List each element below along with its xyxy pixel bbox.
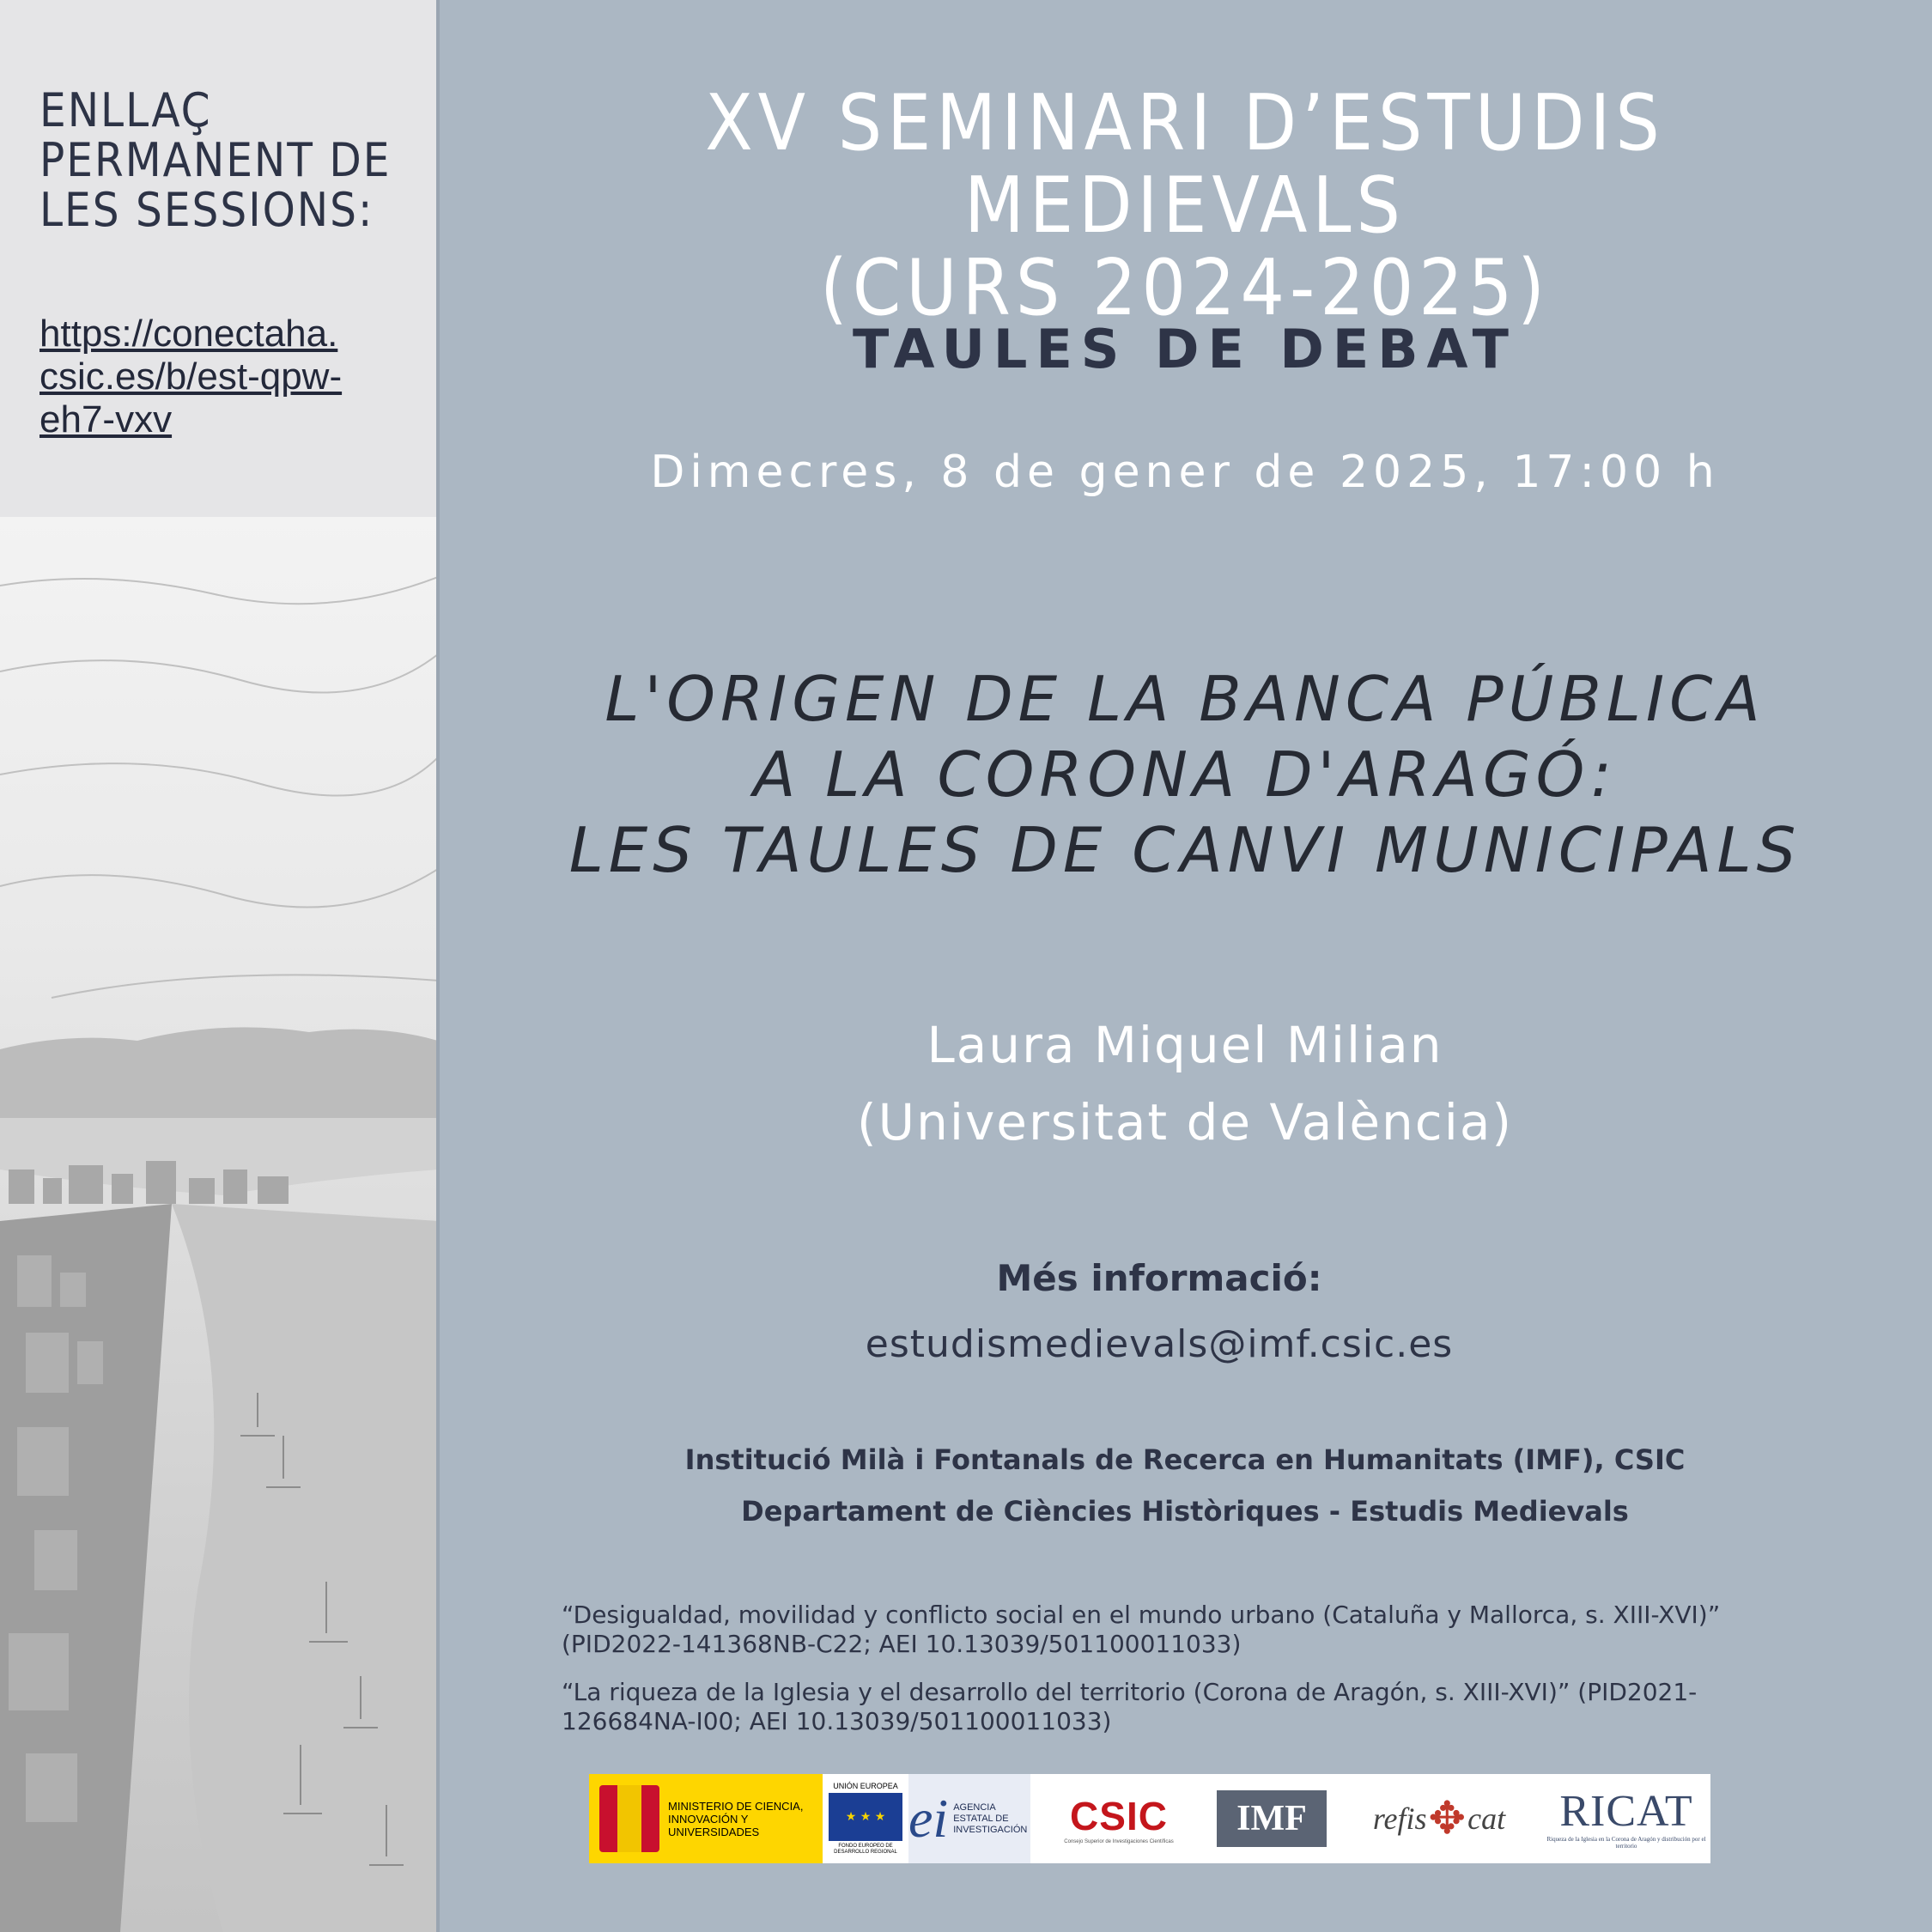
imf-wordmark: IMF	[1217, 1790, 1327, 1847]
session-link-line[interactable]: https://conectaha.	[39, 313, 338, 355]
eu-flag-icon: ★ ★ ★	[829, 1793, 902, 1841]
medieval-city-sketch	[0, 517, 438, 1932]
talk-title-line: L'ORIGEN DE LA BANCA PÚBLICA	[605, 663, 1765, 735]
cat-text: cat	[1467, 1801, 1506, 1836]
section-heading: TAULES DE DEBAT	[853, 318, 1517, 380]
refis-text: refis	[1372, 1801, 1427, 1836]
knot-icon: ✥	[1428, 1793, 1467, 1844]
contact-email[interactable]: estudismedievals@imf.csic.es	[865, 1322, 1454, 1366]
refiscat-logo	[1336, 1774, 1542, 1863]
eu-fund: FONDO EUROPEO DE DESARROLLO REGIONAL	[834, 1844, 897, 1855]
csic-subtitle: Consejo Superior de Investigaciones Científicas	[1064, 1839, 1174, 1844]
seminar-title-line: (CURS 2024-2025)	[820, 243, 1550, 333]
link-panel	[0, 0, 436, 517]
speaker-affiliation: (Universitat de València)	[857, 1093, 1513, 1151]
speaker	[481, 1006, 1889, 1161]
aei-logo	[908, 1774, 1030, 1863]
institution	[481, 1434, 1889, 1537]
link-heading-line: ENLLAÇ	[39, 83, 212, 137]
aei-mark: ei	[908, 1788, 949, 1849]
talk-title-line: LES TAULES DE CANVI MUNICIPALS	[568, 814, 1801, 886]
project-reference: “La riqueza de la Iglesia y el desarrollo del territorio (Corona de Aragón, s. XIII-XVI)” (PID2021-126684NA-I00; AEI 10.13039/501100011033)	[562, 1678, 1698, 1735]
link-heading-line: PERMANENT DE	[39, 133, 392, 187]
imf-logo	[1207, 1774, 1336, 1863]
seminar-title	[481, 78, 1889, 333]
talk-title-line: A LA CORONA D'ARAGÓ:	[753, 738, 1617, 811]
coat-of-arms-icon	[599, 1785, 659, 1852]
session-link[interactable]	[39, 313, 383, 441]
csic-logo	[1030, 1774, 1207, 1863]
ministry-name: MINISTERIO DE CIENCIA, INNOVACIÓN Y UNIVERSIDADES	[668, 1799, 804, 1838]
institution-line: Institució Milà i Fontanals de Recerca en Humanitats (IMF), CSIC	[684, 1443, 1686, 1476]
eu-logo	[823, 1774, 908, 1863]
ricat-wordmark: RICAT	[1559, 1787, 1693, 1836]
event-date: Dimecres, 8 de gener de 2025, 17:00 h	[650, 447, 1720, 498]
institution-line: Departament de Ciències Històriques - Estudis Medievals	[741, 1495, 1629, 1528]
project-reference: “Desigualdad, movilidad y conflicto social en el mundo urbano (Cataluña y Mallorca, s. XIII-XVI)” (PID2022-141368NB-C22; AEI 10.13039/501100011033)	[562, 1601, 1721, 1658]
eu-caption: UNIÓN EUROPEA	[833, 1782, 898, 1790]
sponsor-logos	[589, 1774, 1710, 1863]
speaker-name: Laura Miquel Milian	[927, 1016, 1443, 1074]
ricat-logo	[1542, 1774, 1710, 1863]
ministry-logo	[589, 1774, 823, 1863]
more-info-label: Més informació:	[996, 1257, 1322, 1299]
ricat-subtitle: Riqueza de la Iglesia en la Corona de Aragón y distribución por el territorio	[1546, 1836, 1706, 1850]
seminar-title-line: XV SEMINARI D’ESTUDIS MEDIEVALS	[705, 78, 1665, 251]
session-link-line[interactable]: eh7-vxv	[39, 398, 173, 440]
aei-name: AGENCIA ESTATAL DE INVESTIGACIÓN	[953, 1801, 1028, 1835]
link-heading	[39, 83, 417, 237]
link-heading-line: LES SESSIONS:	[39, 183, 374, 237]
session-link-line[interactable]: csic.es/b/est-qpw-	[39, 355, 343, 398]
project-funding	[562, 1601, 1805, 1755]
talk-title	[481, 661, 1889, 888]
csic-wordmark: CSIC	[1070, 1794, 1168, 1838]
panel-divider	[436, 0, 440, 1932]
